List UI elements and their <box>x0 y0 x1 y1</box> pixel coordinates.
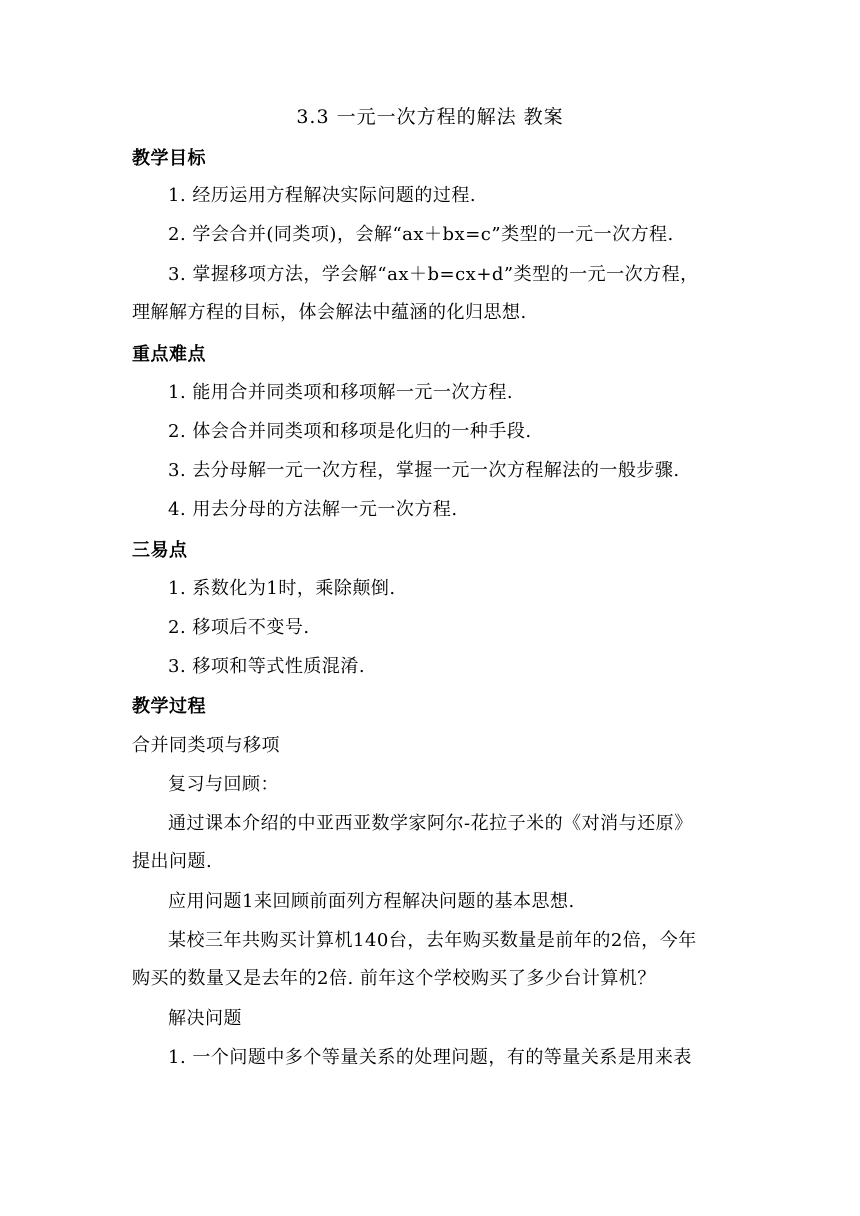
section-heading-process: 教学过程 <box>132 696 206 717</box>
process-line-6: 购买的数量又是去年的2倍. 前年这个学校购买了多少台计算机？ <box>132 968 656 989</box>
process-line-3: 提出问题. <box>132 851 213 872</box>
process-line-5: 某校三年共购买计算机140台，去年购买数量是前年的2倍，今年 <box>168 930 697 951</box>
easy-mistake-item-2: 2. 移项后不变号. <box>168 617 310 638</box>
goal-item-3-continued: 理解解方程的目标，体会解法中蕴涵的化归思想. <box>132 302 527 323</box>
key-point-item-1: 1. 能用合并同类项和移项解一元一次方程. <box>168 382 514 403</box>
page-title: 3.3 一元一次方程的解法 教案 <box>296 106 564 128</box>
process-line-2: 通过课本介绍的中亚西亚数学家阿尔-花拉子米的《对消与还原》 <box>168 813 693 834</box>
section-heading-key-points: 重点难点 <box>132 344 206 365</box>
key-point-item-4: 4. 用去分母的方法解一元一次方程. <box>168 499 458 520</box>
section-heading-goals: 教学目标 <box>132 148 206 169</box>
process-line-4: 应用问题1来回顾前面列方程解决问题的基本思想. <box>168 891 575 912</box>
goal-item-3: 3. 掌握移项方法，学会解“ax＋b=cx+d”类型的一元一次方程， <box>168 264 699 285</box>
section-heading-easy-mistakes: 三易点 <box>132 540 188 561</box>
easy-mistake-item-3: 3. 移项和等式性质混淆. <box>168 656 366 677</box>
process-line-7: 解决问题 <box>168 1008 242 1029</box>
process-line-8: 1. 一个问题中多个等量关系的处理问题，有的等量关系是用来表 <box>168 1047 692 1068</box>
goal-item-1: 1. 经历运用方程解决实际问题的过程. <box>168 185 477 206</box>
key-point-item-3: 3. 去分母解一元一次方程，掌握一元一次方程解法的一般步骤. <box>168 460 680 481</box>
goal-item-2: 2. 学会合并(同类项)，会解“ax＋bx=c”类型的一元一次方程. <box>168 224 674 245</box>
key-point-item-2: 2. 体会合并同类项和移项是化归的一种手段. <box>168 421 532 442</box>
process-subheading: 合并同类项与移项 <box>132 735 280 756</box>
process-line-1: 复习与回顾： <box>168 774 279 795</box>
easy-mistake-item-1: 1. 系数化为1时，乘除颠倒. <box>168 578 396 599</box>
